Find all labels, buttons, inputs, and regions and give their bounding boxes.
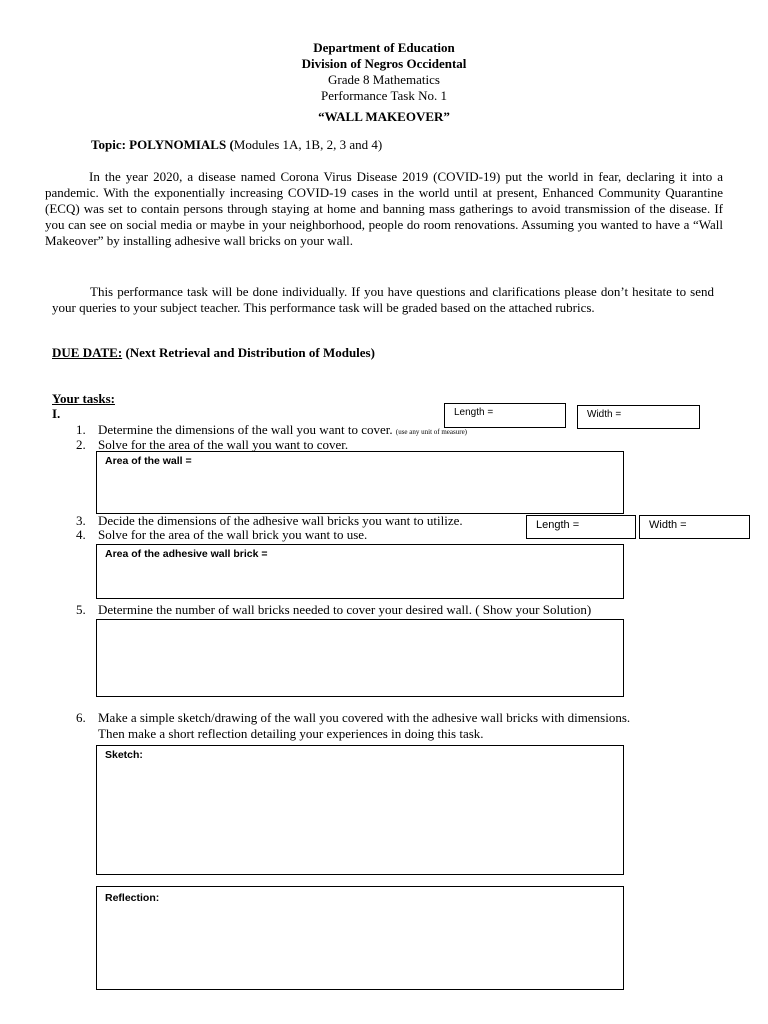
task-item-6-text: Make a simple sketch/drawing of the wall you covered with the adhesive wall bricks with dimensions.	[98, 710, 631, 725]
reflection-label: Reflection:	[105, 892, 160, 904]
wall-width-field[interactable]	[577, 405, 700, 429]
topic-line	[91, 137, 382, 153]
brick-length-label: Length =	[536, 519, 580, 531]
due-date-label: DUE DATE:	[52, 345, 123, 360]
intro-paragraph-1-text: In the year 2020, a disease named Corona Virus Disease 2019 (COVID-19) put the world in fear, declaring it into a pandemic. With the exponentially increasing COVID-19 cases in the world until at present, Enhanced Community Quarantine (ECQ) was set to contain persons through staying at home and banning mass gatherings to avoid transmission of the disease. If you can see on social media or maybe in your neighborhood, people do room renovations. Assuming you wanted to have a “Wall Makeover” by installing adhesive wall bricks on your wall.	[45, 169, 723, 248]
due-date-line	[52, 345, 375, 361]
wall-width-label: Width =	[587, 409, 622, 420]
wall-length-field[interactable]	[444, 403, 566, 428]
document-title: “WALL MAKEOVER”	[318, 109, 450, 124]
intro-paragraph-2-text: This performance task will be done individually. If you have questions and clarifications please don’t hesitate to send your queries to your subject teacher. This performance task will be graded based on the attached rubrics.	[52, 284, 714, 315]
task-item-2-number: 2.	[76, 437, 86, 452]
header-task-number: Performance Task No. 1	[321, 88, 447, 103]
topic-label: Topic: POLYNOMIALS (	[91, 137, 234, 152]
brick-count-solution-field[interactable]	[96, 619, 624, 697]
tasks-section-number: I.	[52, 406, 61, 421]
wall-area-field[interactable]	[96, 451, 624, 514]
sketch-field[interactable]	[96, 745, 624, 875]
topic-modules: Modules 1A, 1B, 2, 3 and 4)	[233, 137, 383, 152]
task-item-6-text-2: Then make a short reflection detailing your experiences in doing this task.	[98, 726, 484, 741]
task-item-1-number: 1.	[76, 422, 86, 437]
header-grade: Grade 8 Mathematics	[328, 72, 440, 87]
sketch-label: Sketch:	[105, 749, 143, 761]
header-division: Division of Negros Occidental	[301, 56, 467, 71]
wall-area-label: Area of the wall =	[105, 455, 192, 467]
brick-width-label: Width =	[649, 519, 687, 531]
reflection-field[interactable]	[96, 886, 624, 990]
intro-paragraph-2	[52, 284, 714, 316]
task-item-3-text: Decide the dimensions of the adhesive wall bricks you want to utilize.	[98, 513, 463, 528]
task-item-1-note: (use any unit of measure)	[395, 428, 468, 436]
brick-length-field[interactable]	[526, 515, 636, 539]
task-item-6-number: 6.	[76, 710, 86, 725]
task-item-5-text: Determine the number of wall bricks needed to cover your desired wall. ( Show your Solution)	[98, 602, 592, 617]
wall-length-label: Length =	[454, 407, 494, 418]
brick-area-label: Area of the adhesive wall brick =	[105, 548, 268, 560]
tasks-heading: Your tasks:	[52, 391, 115, 406]
task-item-4-number: 4.	[76, 527, 86, 542]
task-item-5-number: 5.	[76, 602, 86, 617]
intro-paragraph-1	[45, 169, 723, 249]
brick-width-field[interactable]	[639, 515, 750, 539]
task-item-1-text: Determine the dimensions of the wall you want to cover.	[98, 422, 393, 437]
task-item-2-text: Solve for the area of the wall you want to cover.	[98, 437, 349, 452]
due-date-value: (Next Retrieval and Distribution of Modules)	[125, 345, 375, 360]
brick-area-field[interactable]	[96, 544, 624, 599]
task-item-4-text: Solve for the area of the wall brick you want to use.	[98, 527, 368, 542]
task-item-3-number: 3.	[76, 513, 86, 528]
header-department: Department of Education	[313, 40, 455, 55]
